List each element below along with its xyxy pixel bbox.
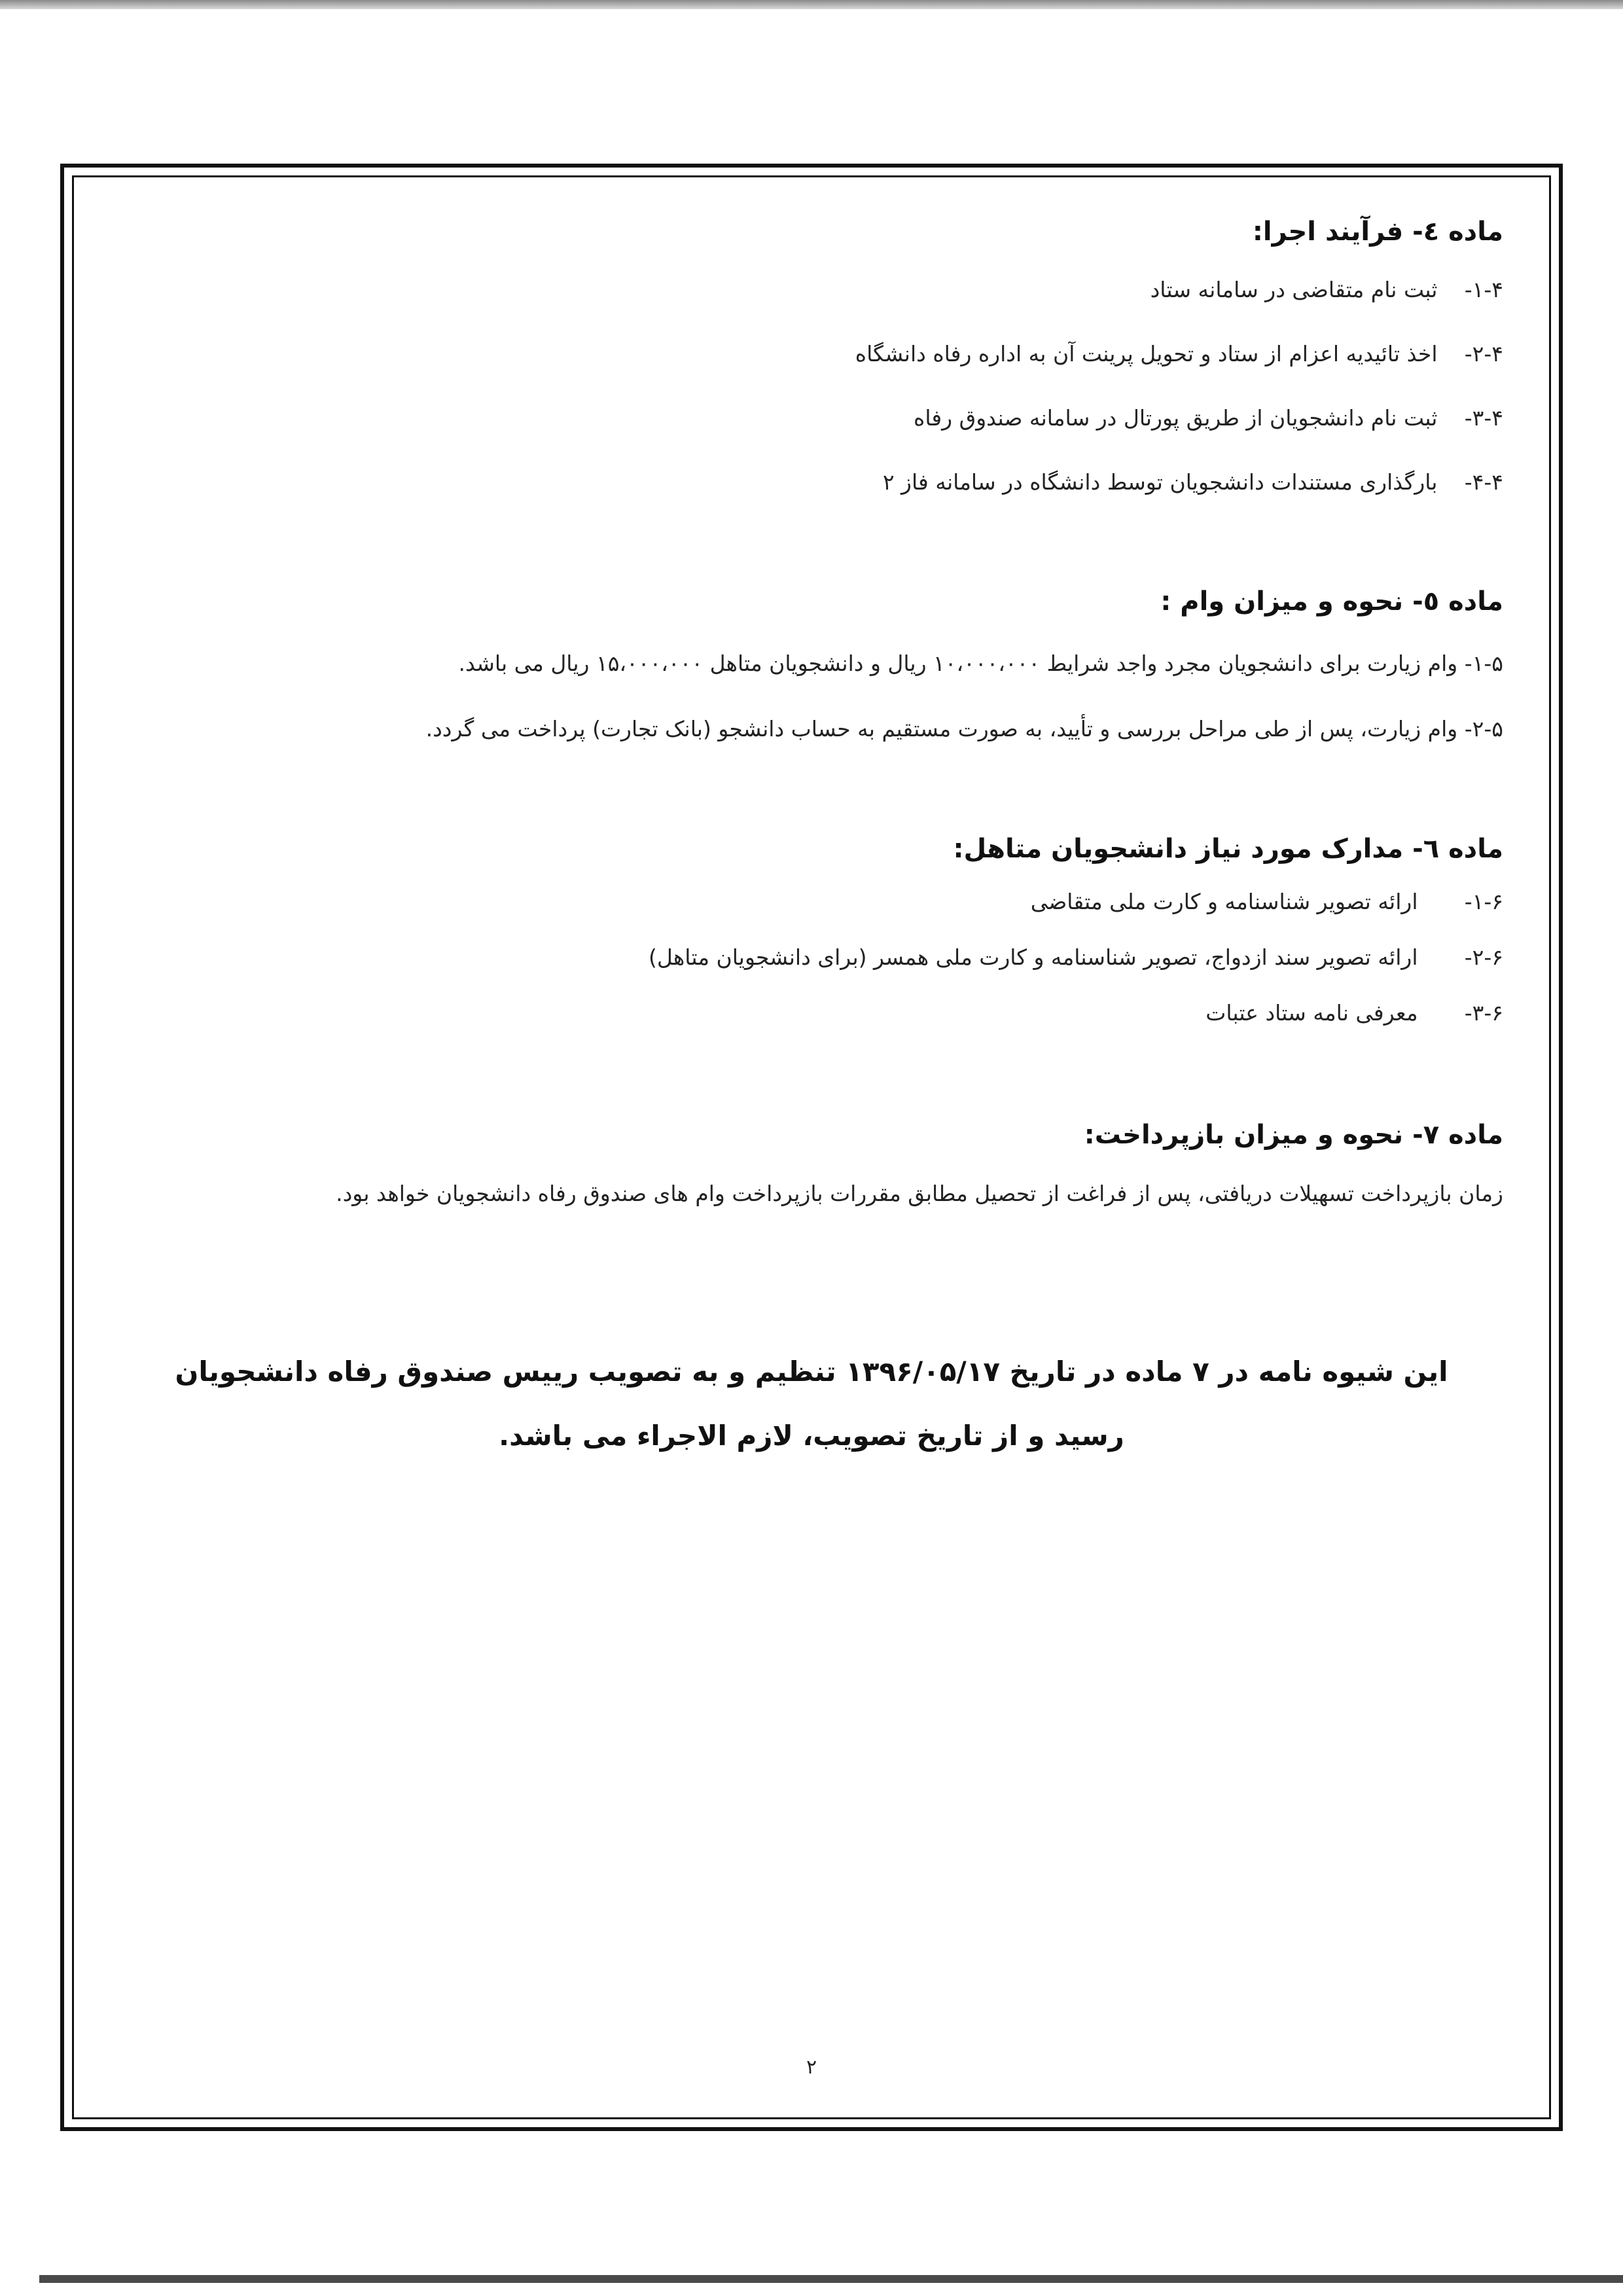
section-4-title: ماده ٤- فرآیند اجرا:	[1252, 217, 1503, 247]
section-4-item-1	[1150, 277, 1503, 302]
item-number: ۳-۴-	[1464, 405, 1503, 431]
section-4-item-2	[855, 341, 1503, 367]
page-border-inner	[72, 175, 1551, 2119]
section-6-item-3	[1205, 1000, 1503, 1026]
item-text: معرفی نامه ستاد عتبات	[1205, 1000, 1418, 1026]
item-number: ۱-۴-	[1464, 277, 1503, 302]
page-border-frame	[60, 164, 1563, 2131]
section-4-item-4	[883, 469, 1503, 495]
item-number: ۱-۶-	[1464, 889, 1503, 914]
section-6-item-1	[1031, 889, 1503, 914]
section-7-body: زمان بازپرداخت تسهیلات دریافتی، پس از فراغت از تحصیل مطابق مقررات بازپرداخت وام های صندوق رفاه دانشجویان خواهد بود.	[336, 1181, 1503, 1206]
item-text: ارائه تصویر شناسنامه و کارت ملی متقاضی	[1030, 889, 1418, 914]
section-7-title: ماده ۷- نحوه و میزان بازپرداخت:	[1084, 1120, 1503, 1150]
item-text: ثبت نام دانشجویان از طریق پورتال در سامانه صندوق رفاه	[914, 405, 1438, 431]
item-text: وام زیارت برای دانشجویان مجرد واجد شرایط ۱۰،۰۰۰،۰۰۰ ریال و دانشجویان متاهل ۱۵،۰۰۰،۰۰۰ ریال می باشد.	[458, 651, 1458, 676]
section-4-item-3	[914, 405, 1503, 431]
document-content	[74, 177, 1549, 2117]
scan-edge-top	[0, 0, 1623, 9]
item-text: بارگذاری مستندات دانشجویان توسط دانشگاه در سامانه فاز ۲	[882, 469, 1438, 495]
item-number: ۲-۶-	[1464, 944, 1503, 970]
section-6-item-2	[649, 944, 1503, 970]
item-text: ارائه تصویر سند ازدواج، تصویر شناسنامه و کارت ملی همسر (برای دانشجویان متاهل)	[649, 944, 1418, 970]
page-number: ۲	[806, 2056, 817, 2079]
item-text: وام زیارت، پس از طی مراحل بررسی و تأیید، به صورت مستقیم به حساب دانشجو (بانک تجارت) پرداخت می گردد.	[425, 716, 1458, 742]
section-5-title: ماده ٥- نحوه و میزان وام :	[1160, 586, 1503, 617]
section-5-item-1	[458, 651, 1503, 676]
item-number: ۲-۴-	[1464, 341, 1503, 367]
item-number: ۱-۵-	[1464, 651, 1503, 676]
closing-statement-line-2: رسید و از تاریخ تصویب، لازم الاجراء می باشد.	[499, 1420, 1124, 1452]
closing-statement-line-1: این شیوه نامه در ۷ ماده در تاریخ ۱۳۹۶/۰۵/۱۷ تنظیم و به تصویب رییس صندوق رفاه دانشجویان	[175, 1355, 1448, 1388]
item-number: ۳-۶-	[1464, 1000, 1503, 1026]
item-number: ۲-۵-	[1464, 716, 1503, 742]
item-number: ۴-۴-	[1464, 469, 1503, 495]
item-text: اخذ تائیدیه اعزام از ستاد و تحویل پرینت آن به اداره رفاه دانشگاه	[855, 341, 1438, 367]
section-6-title: ماده ٦- مدارک مورد نیاز دانشجویان متاهل:	[953, 834, 1503, 864]
section-5-item-2	[426, 716, 1503, 742]
scan-edge-bottom	[39, 2275, 1623, 2283]
item-text: ثبت نام متقاضی در سامانه ستاد	[1150, 277, 1438, 302]
